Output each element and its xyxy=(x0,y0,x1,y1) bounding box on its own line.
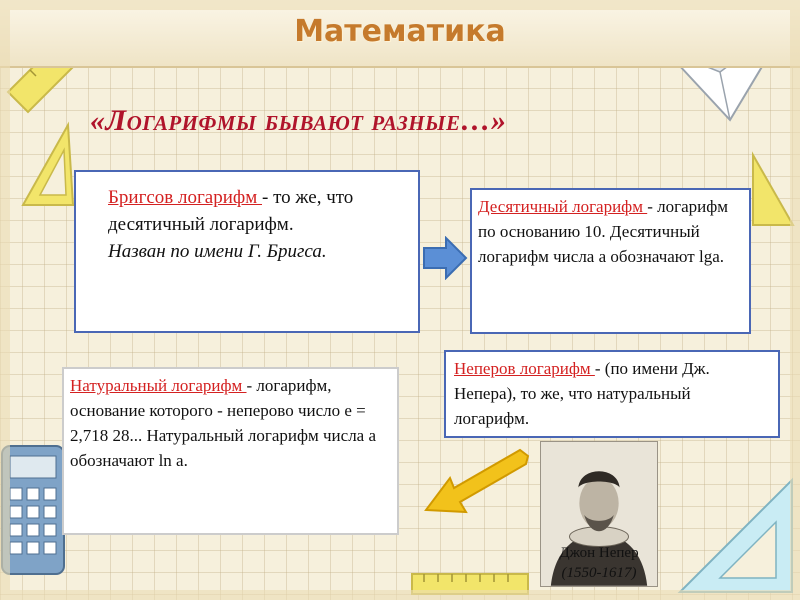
napier-term: Неперов логарифм xyxy=(454,359,595,378)
napier-logarithm-card xyxy=(444,350,780,438)
briggs-text: - то же, что десятичный логарифм. xyxy=(108,187,354,235)
decimal-logarithm-card xyxy=(470,188,751,334)
arrow-right-icon xyxy=(422,236,468,280)
natural-logarithm-card xyxy=(62,367,399,535)
decimal-term: Десятичный логарифм xyxy=(478,197,648,216)
subject-title: Математика xyxy=(294,14,506,49)
arrow-down-left-icon xyxy=(420,448,532,518)
natural-text: - логарифм, основание которого - неперово число е = 2,718 28... Натуральный логарифм числа а обозначают ln а. xyxy=(70,376,377,470)
portrait-caption xyxy=(540,543,658,583)
slide-title: «Логарифмы бывают разные…» xyxy=(90,104,507,137)
triangle-ruler-right-icon xyxy=(748,150,798,230)
briggs-term: Бригсов логарифм xyxy=(108,187,262,208)
natural-term: Натуральный логарифм xyxy=(70,376,247,395)
napier-text: - (по имени Дж. Непера), то же, что натуральный логарифм. xyxy=(454,359,710,428)
ruler-bottom-icon xyxy=(410,570,530,598)
calculator-icon xyxy=(0,440,68,580)
portrait-years: (1550-1617) xyxy=(561,565,637,581)
triangle-ruler-left-icon xyxy=(18,120,78,210)
briggs-origin: Назван по имени Г. Бригса. xyxy=(108,241,327,262)
portrait-name: Джон Непер xyxy=(559,545,639,561)
decimal-text: - логарифм по основанию 10. Десятичный логарифм числа а обозначают lgа. xyxy=(478,197,728,266)
triangle-ruler-bottom-icon xyxy=(672,470,800,598)
briggs-logarithm-card xyxy=(74,170,420,333)
